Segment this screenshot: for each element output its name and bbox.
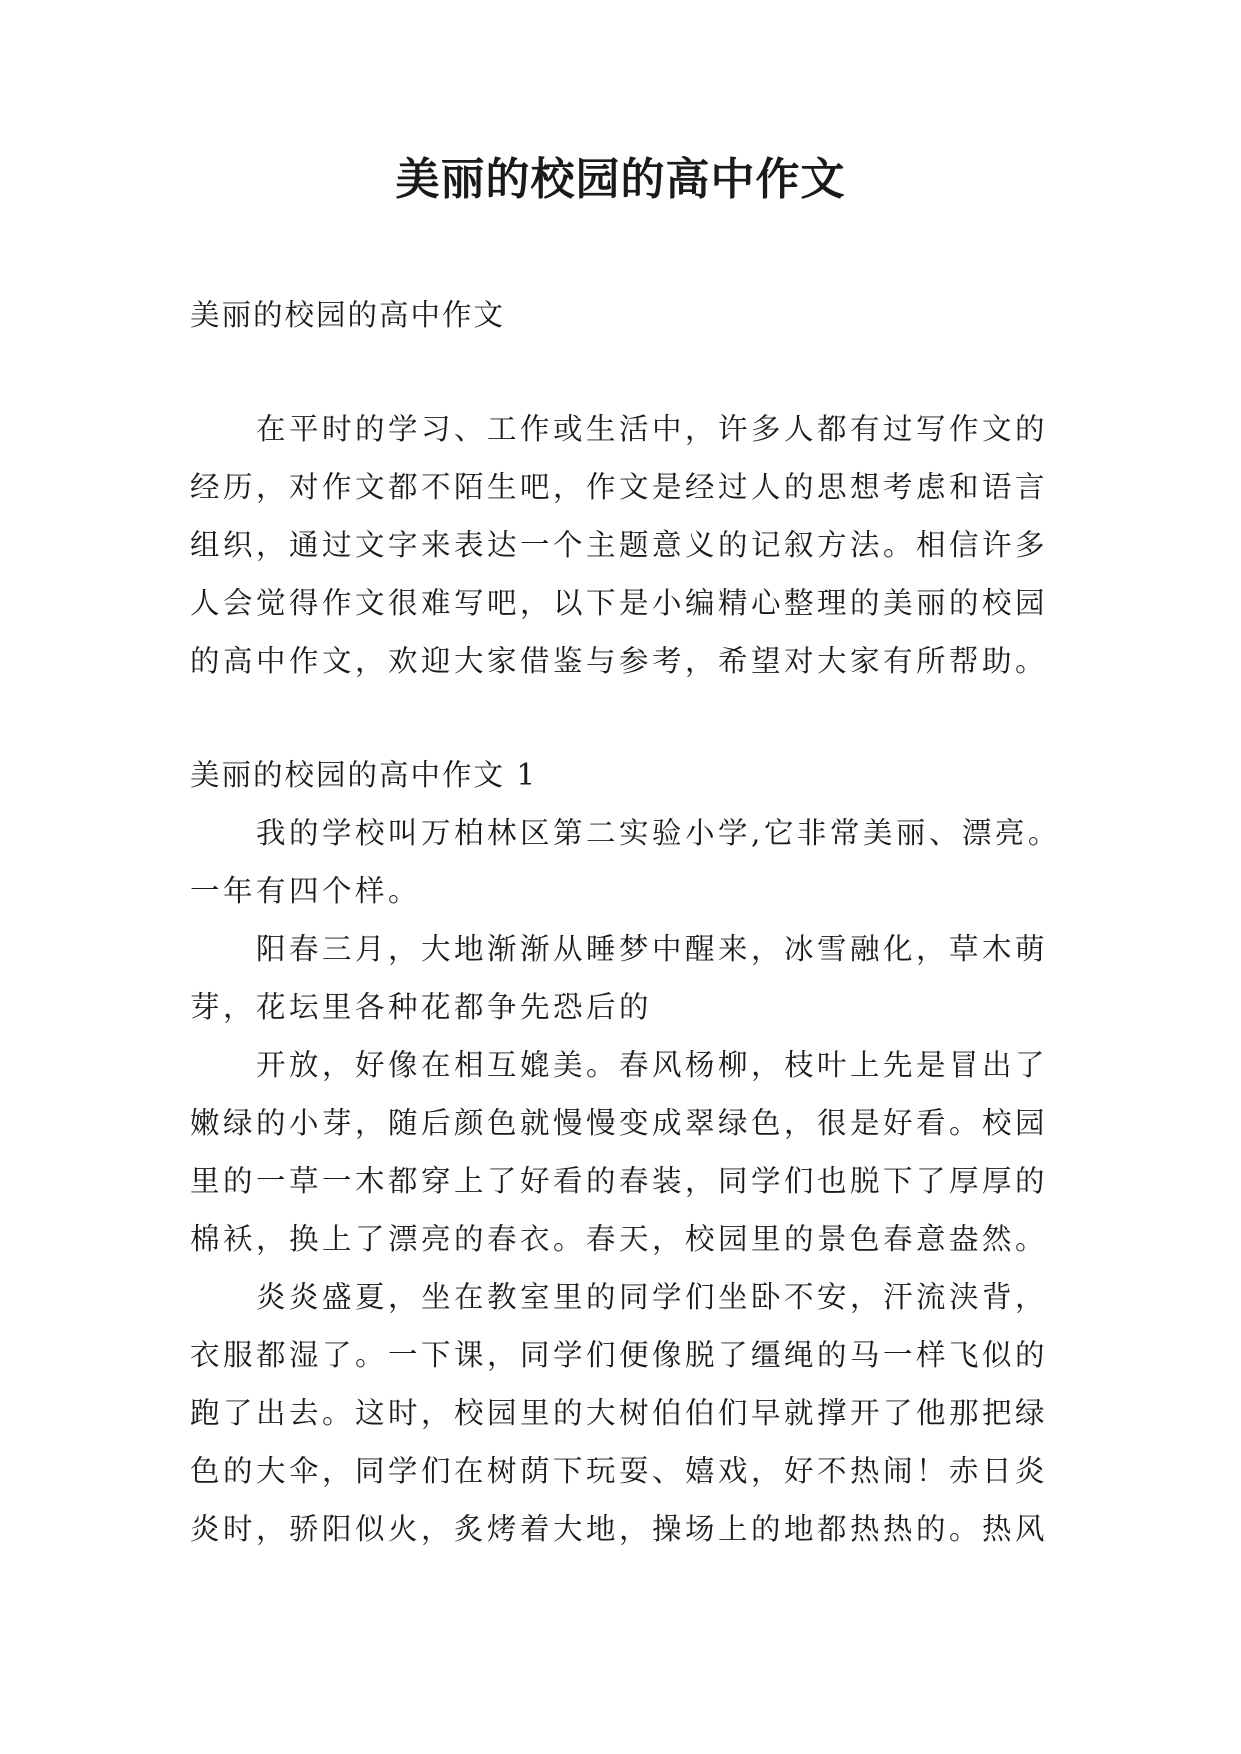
document-title: 美丽的校园的高中作文 bbox=[395, 154, 846, 205]
section-heading: 美丽的校园的高中作文 1 bbox=[190, 758, 538, 792]
body-paragraph: 我的学校叫万柏林区第二实验小学,它非常美丽、漂亮。一年有四个样。 bbox=[190, 816, 1061, 908]
body-paragraph: 炎炎盛夏，坐在教室里的同学们坐卧不安，汗流浃背，衣服都湿了。一下课，同学们便像脱了缰绳的马一样飞似的跑了出去。这时，校园里的大树伯伯们早就撑开了他那把绿色的大伞，同学们在树荫下玩耍、嬉戏，好不热闹！赤日炎炎时，骄阳似火，炙烤着大地，操场上的地都热热的。热风 bbox=[190, 1280, 1049, 1546]
spacer bbox=[190, 690, 1070, 746]
spacer bbox=[190, 344, 1070, 400]
body-paragraph: 阳春三月，大地渐渐从睡梦中醒来，冰雪融化，草木萌芽，花坛里各种花都争先恐后的 bbox=[190, 932, 1049, 1024]
body-paragraph: 开放，好像在相互媲美。春风杨柳，枝叶上先是冒出了嫩绿的小芽，随后颜色就慢慢变成翠绿色，很是好看。校园里的一草一木都穿上了好看的春装，同学们也脱下了厚厚的棉袄，换上了漂亮的春衣。春天，校园里的景色春意盎然。 bbox=[190, 1048, 1049, 1256]
intro-paragraph: 在平时的学习、工作或生活中，许多人都有过写作文的经历，对作文都不陌生吧，作文是经过人的思想考虑和语言组织，通过文字来表达一个主题意义的记叙方法。相信许多人会觉得作文很难写吧，以下是小编精心整理的美丽的校园的高中作文，欢迎大家借鉴与参考，希望对大家有所帮助。 bbox=[190, 412, 1049, 678]
document-body bbox=[190, 286, 1070, 1558]
document-subtitle: 美丽的校园的高中作文 bbox=[190, 298, 506, 332]
